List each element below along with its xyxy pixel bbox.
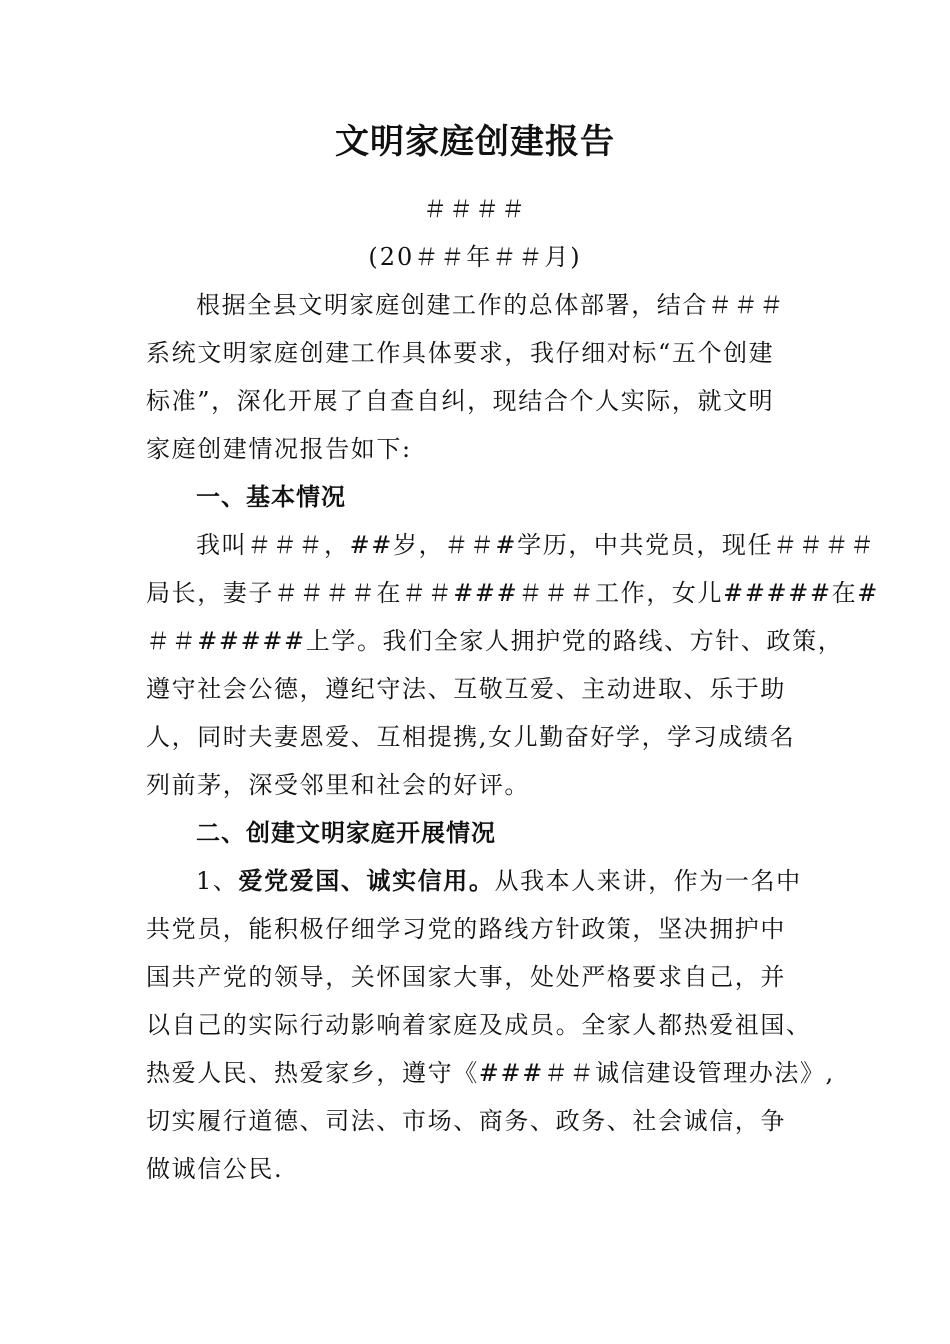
- section-heading-creation-status: 二、创建文明家庭开展情况: [196, 819, 496, 847]
- section1-line: 我叫＃＃＃，##岁，＃＃#学历，中共党员，现任＃＃＃＃: [196, 531, 876, 559]
- item1-first-line: [196, 864, 876, 898]
- item1-line: 切实履行道德、司法、市场、商务、政务、社会诚信，争: [146, 1107, 786, 1135]
- item1-line: 做诚信公民.: [146, 1155, 284, 1183]
- item1-line: 国共产党的领导，关怀国家大事，处处严格要求自己，并: [146, 963, 786, 991]
- item1-first-text: 从我本人来讲，作为一名中: [494, 867, 802, 895]
- section1-line: 人，同时夫妻恩爱、互相提携,女儿勤奋好学，学习成绩名: [146, 723, 796, 751]
- item1-line: 以自己的实际行动影响着家庭及成员。全家人都热爱祖国、: [146, 1011, 812, 1039]
- intro-line: 根据全县文明家庭创建工作的总体部署，结合＃＃＃: [196, 291, 785, 319]
- intro-line: 标准”，深化开展了自查自纠，现结合个人实际，就文明: [146, 387, 775, 415]
- item1-line: 共党员，能积极仔细学习党的路线方针政策，坚决拥护中: [146, 915, 786, 943]
- document-title: 文明家庭创建报告: [335, 122, 615, 162]
- section1-line: 列前茅，深受邻里和社会的好评。: [146, 771, 530, 799]
- section1-line: 遵守社会公德，遵纪守法、互敬互爱、主动进取、乐于助: [146, 675, 786, 703]
- section1-line: ＃＃#####上学。我们全家人拥护党的路线、方针、政策，: [146, 627, 844, 655]
- intro-line: 家庭创建情况报告如下:: [146, 435, 412, 463]
- section-heading-basic-info: 一、基本情况: [196, 483, 346, 511]
- item1-line: 热爱人民、热爱家乡，遵守《###＃＃诚信建设管理办法》,: [146, 1059, 835, 1087]
- item1-bold-heading: 爱党爱国、诚实信用。: [238, 866, 495, 895]
- intro-line: 系统文明家庭创建工作具体要求，我仔细对标“五个创建: [146, 339, 775, 367]
- item1-number: 1、: [196, 867, 239, 895]
- document-author: ＃＃＃＃: [423, 195, 527, 223]
- section1-line: 局长，妻子＃＃＃＃在＃＃###＃＃＃工作，女儿#####在#: [146, 579, 879, 607]
- document-date: (20＃＃年＃＃月): [368, 243, 582, 271]
